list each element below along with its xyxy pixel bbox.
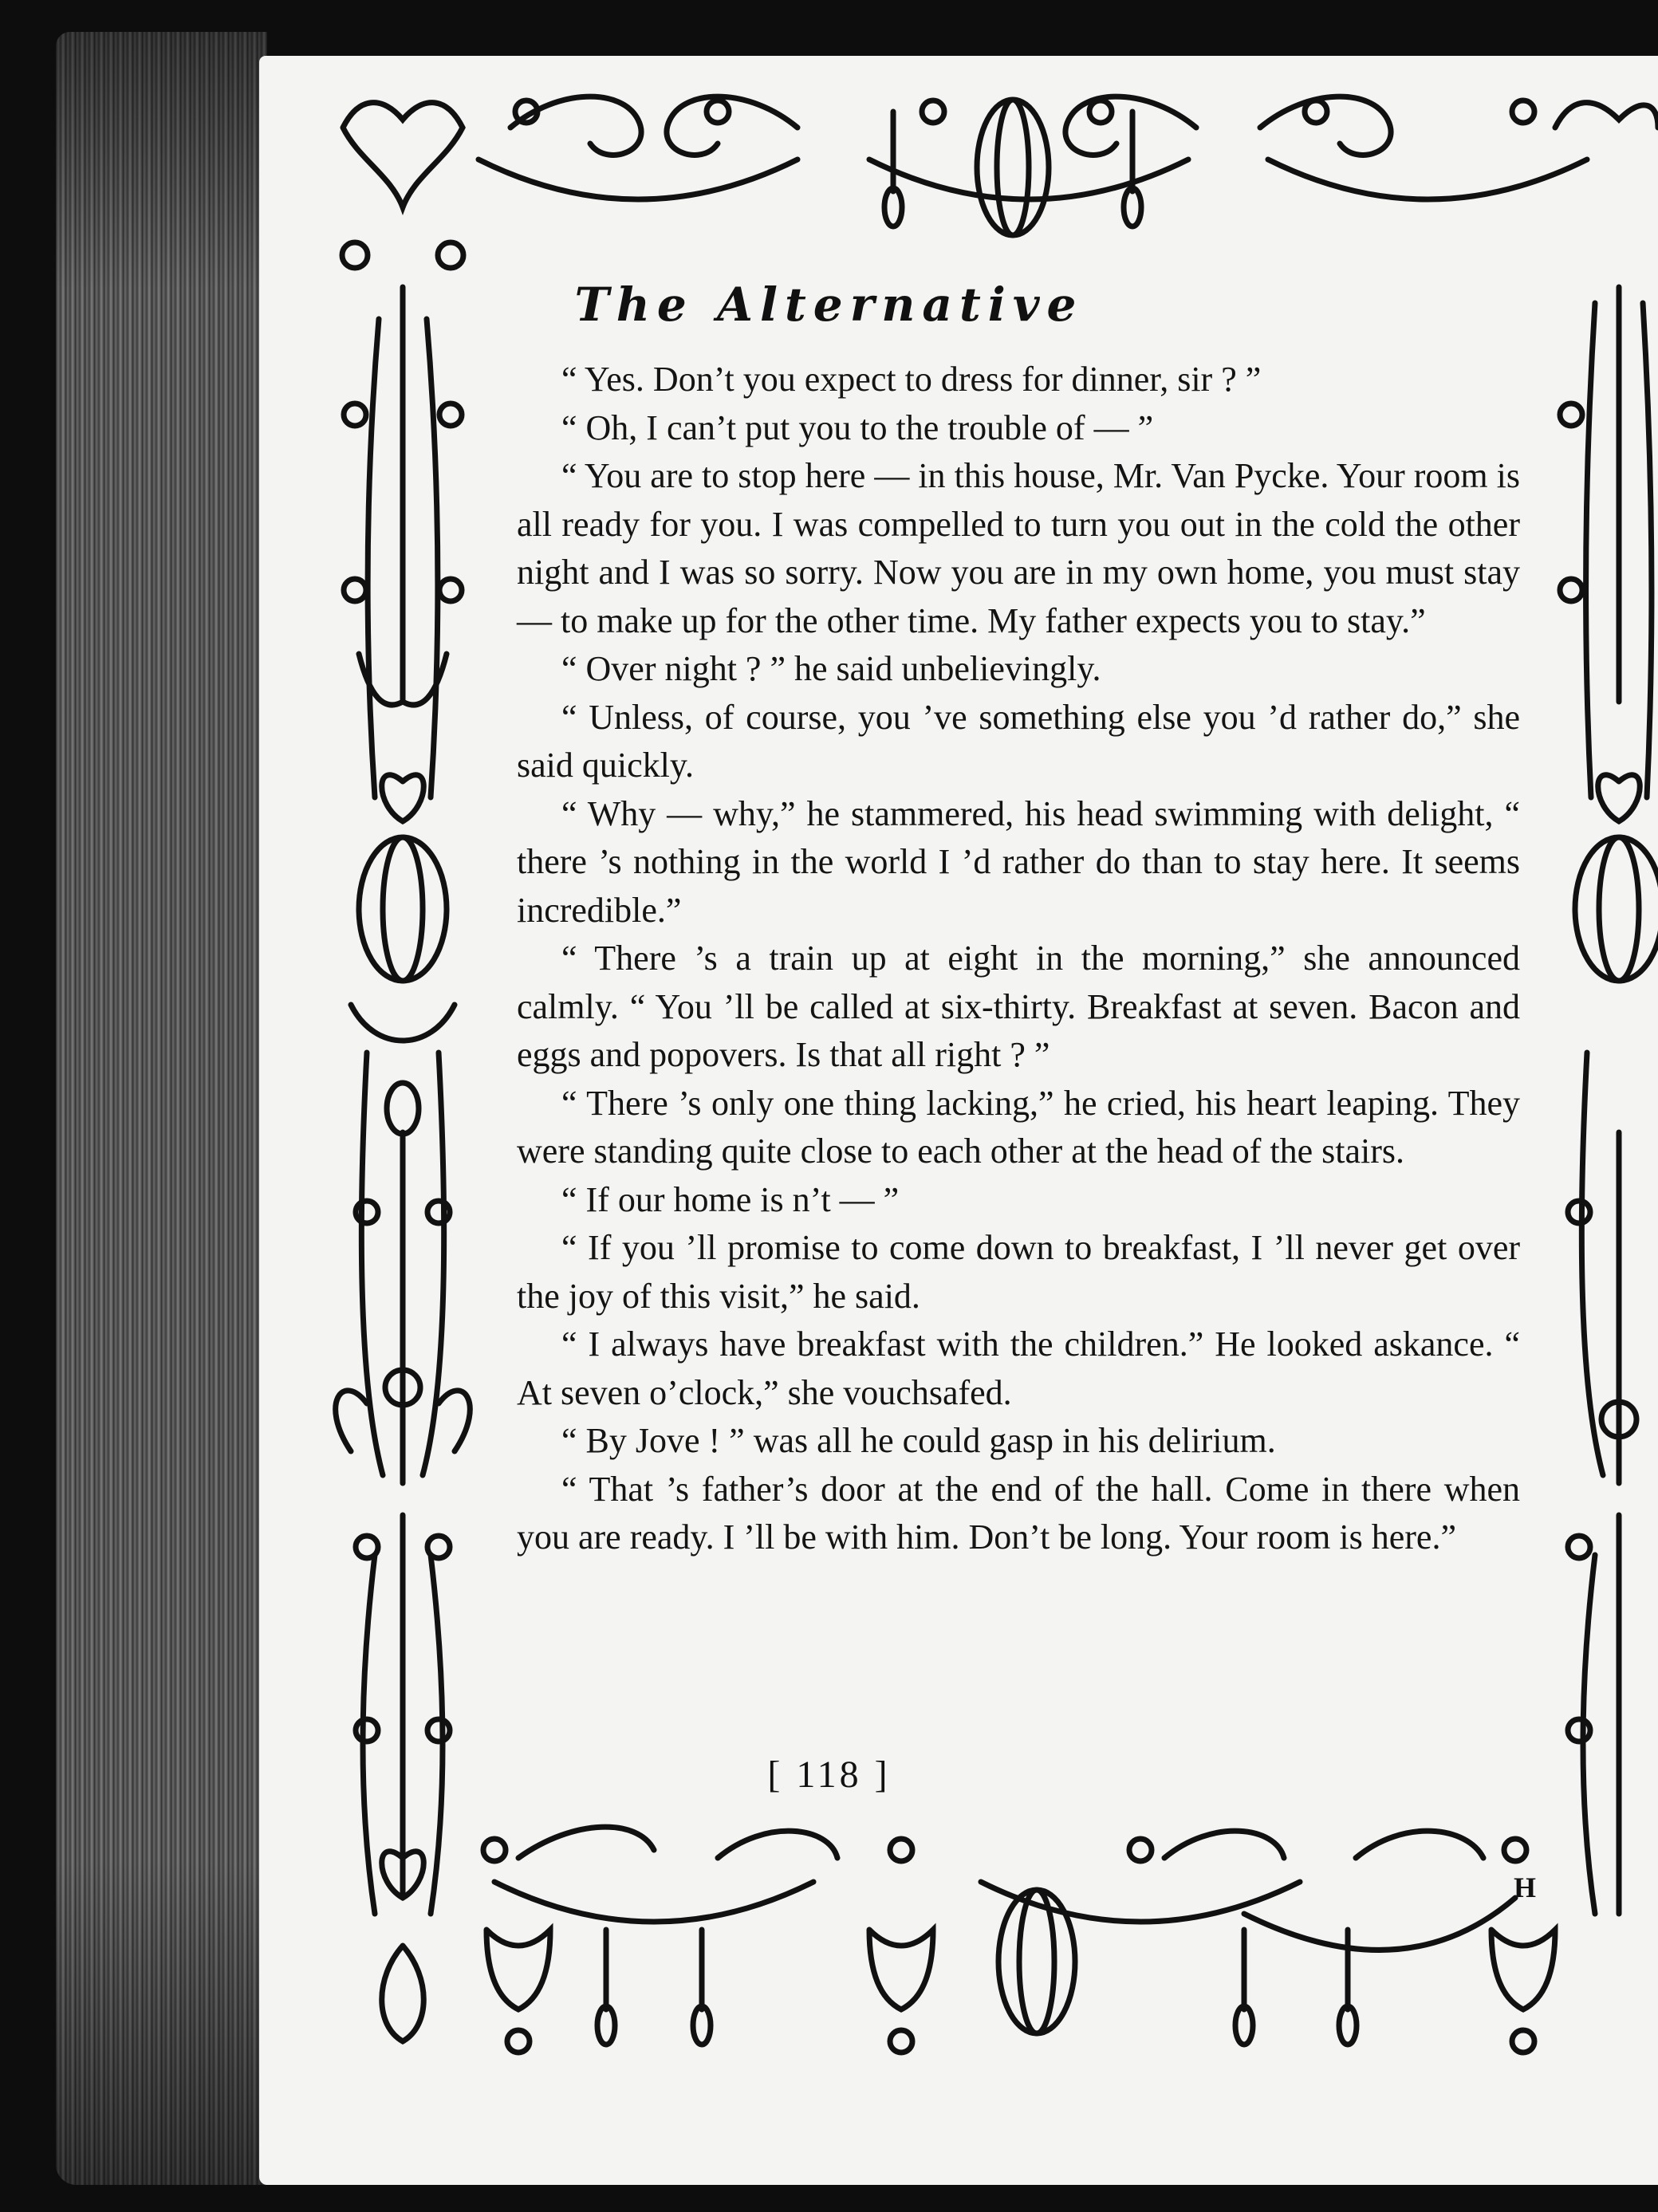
paragraph: “ There ’s only one thing lacking,” he cried, his heart leaping. They were standing quite close to each other at the head of the stairs. <box>517 1083 1520 1171</box>
paragraph: “ If you ’ll promise to come down to breakfast, I ’ll never get over the joy of this visit,” he said. <box>517 1228 1520 1316</box>
bottom-garland-ornament <box>483 1827 1555 2053</box>
paragraph: “ Oh, I can’t put you to the trouble of — ” <box>561 407 1154 447</box>
paragraph: “ By Jove ! ” was all he could gasp in his delirium. <box>561 1421 1276 1460</box>
paragraph: “ I always have breakfast with the children.” He looked askance. “ At seven o’clock,” she vouchsafed. <box>517 1324 1520 1412</box>
paragraph: “ You are to stop here — in this house, Mr. Van Pycke. Your room is all ready for you. I was compelled to turn you out in the cold the other night and I was so sorry. Now you are in my own home, you must stay — to make up for the other time. My father expects you to stay.” <box>517 456 1520 640</box>
body-text <box>517 356 1520 1562</box>
paragraph: “ Over night ? ” he said unbelievingly. <box>561 649 1101 688</box>
running-title: The Alternative <box>574 277 1084 332</box>
signature-mark: H <box>1514 1872 1537 1903</box>
page-number: [ 118 ] <box>767 1753 891 1796</box>
top-garland-ornament <box>478 96 1587 235</box>
right-column-ornament <box>1555 103 1658 1914</box>
paragraph: “ Yes. Don’t you expect to dress for dinner, sir ? ” <box>561 360 1262 399</box>
paragraph: “ There ’s a train up at eight in the morning,” she announced calmly. “ You ’ll be called at six-thirty. Breakfast at seven. Bacon and eggs and popovers. Is that all right ? ” <box>517 939 1520 1074</box>
paragraph: “ That ’s father’s door at the end of the hall. Come in there when you are ready. I ’ll be with him. Don’t be long. Your room is here.” <box>517 1469 1520 1557</box>
paragraph: “ If our home is n’t — ” <box>561 1179 900 1219</box>
left-column-ornament <box>336 103 471 2041</box>
paragraph: “ Why — why,” he stammered, his head swimming with delight, “ there ’s nothing in the world I ’d rather do than to stay here. It seems incredible.” <box>517 793 1520 930</box>
paragraph: “ Unless, of course, you ’ve something else you ’d rather do,” she said quickly. <box>517 697 1520 785</box>
